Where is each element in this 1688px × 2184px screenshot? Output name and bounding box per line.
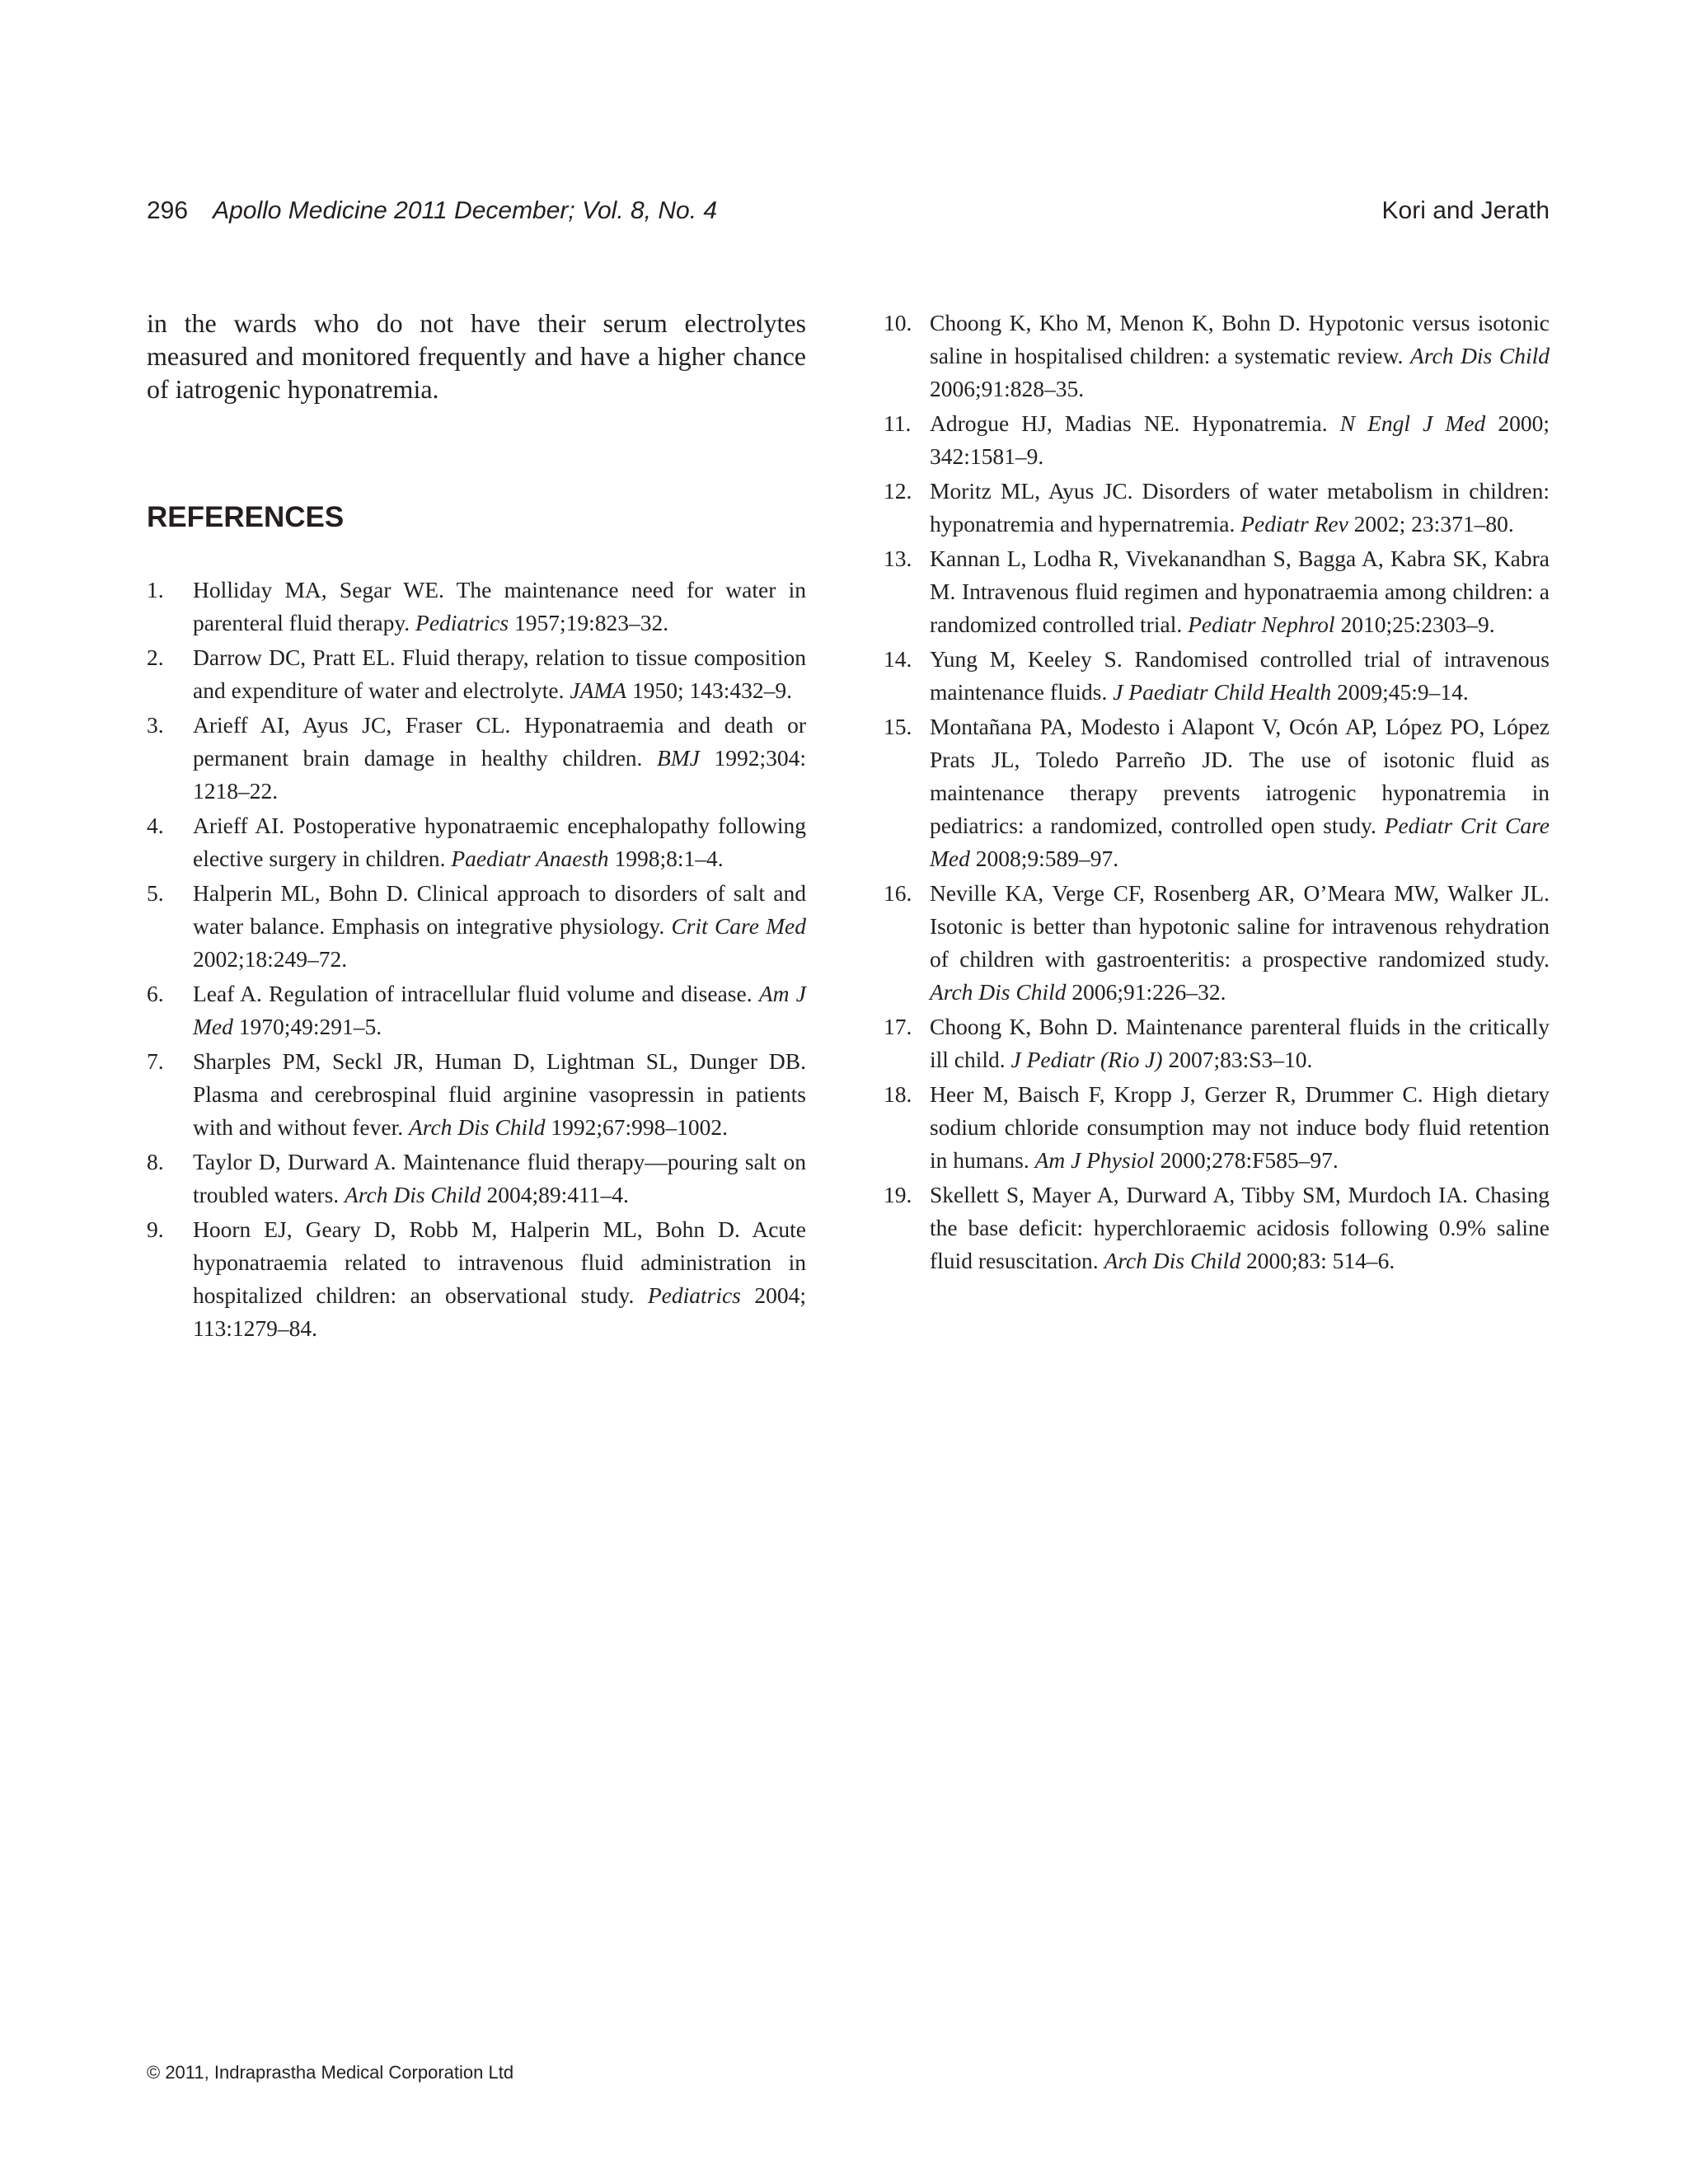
- reference-journal: Pediatr Rev: [1240, 511, 1348, 537]
- reference-details: 2006;91:226–32.: [1066, 979, 1226, 1005]
- journal-citation: Apollo Medicine 2011 December; Vol. 8, No. 4: [213, 197, 718, 224]
- reference-item: [147, 574, 806, 640]
- reference-text: Hoorn EJ, Geary D, Robb M, Halperin ML, Bohn D. Acute hyponatraemia related to intravenous fluid administration in hospitalized children: an observational study.: [193, 1216, 806, 1308]
- reference-number: 4.: [147, 813, 164, 838]
- reference-number: 17.: [884, 1014, 912, 1039]
- reference-details: 2006;91:828–35.: [930, 376, 1085, 401]
- reference-text: Leaf A. Regulation of intracellular fluid volume and disease.: [193, 981, 759, 1006]
- reference-journal: Arch Dis Child: [930, 979, 1067, 1005]
- reference-number: 9.: [147, 1216, 164, 1242]
- reference-journal: Arch Dis Child: [1410, 343, 1550, 368]
- header-authors: Kori and Jerath: [1381, 197, 1550, 224]
- reference-item: [147, 641, 806, 707]
- reference-journal: Pediatr Nephrol: [1188, 612, 1335, 637]
- reference-item: [884, 407, 1550, 473]
- reference-details: 2002; 23:371–80.: [1348, 511, 1514, 537]
- reference-number: 5.: [147, 880, 164, 906]
- reference-item: [884, 877, 1550, 1009]
- reference-number: 2.: [147, 644, 164, 670]
- reference-text: Adrogue HJ, Madias NE. Hyponatremia.: [930, 410, 1340, 436]
- reference-details: 2010;25:2303–9.: [1334, 612, 1495, 637]
- intro-paragraph: in the wards who do not have their serum electrolytes measured and monitored frequently and have a higher chance of iatrogenic hyponatremia.: [147, 308, 806, 404]
- reference-number: 8.: [147, 1149, 164, 1174]
- reference-text: Arieff AI, Ayus JC, Fraser CL. Hyponatraemia and death or permanent brain damage in healthy children.: [193, 712, 806, 771]
- reference-details: 1992;67:998–1002.: [545, 1114, 729, 1140]
- reference-journal: N Engl J Med: [1339, 410, 1486, 436]
- reference-item: [884, 1078, 1550, 1177]
- left-column: [147, 307, 806, 1341]
- reference-text: Neville KA, Verge CF, Rosenberg AR, O’Meara MW, Walker JL. Isotonic is better than hypotonic saline for intravenous rehydration of children with gastroenteritis: a prospective randomized study.: [930, 880, 1550, 972]
- reference-details: 1950; 143:432–9.: [626, 677, 792, 703]
- reference-details: 1998;8:1–4.: [608, 846, 724, 871]
- reference-text: Halperin ML, Bohn D. Clinical approach to disorders of salt and water balance. Emphasis on integrative physiology.: [193, 880, 806, 939]
- reference-text: Arieff AI. Postoperative hyponatraemic encephalopathy following elective surgery in children.: [193, 813, 806, 871]
- reference-number: 15.: [884, 714, 912, 739]
- reference-journal: J Pediatr (Rio J): [1010, 1047, 1163, 1072]
- reference-text: Skellett S, Mayer A, Durward A, Tibby SM, Murdoch IA. Chasing the base deficit: hyperchloraemic acidosis following 0.9% saline fluid resuscitation.: [930, 1182, 1550, 1273]
- reference-number: 6.: [147, 981, 164, 1006]
- right-column: [884, 307, 1550, 1279]
- reference-details: 2000; 342:1581–9.: [930, 410, 1550, 469]
- reference-journal: J Paediatr Child Health: [1113, 679, 1332, 705]
- reference-details: 2002;18:249–72.: [193, 946, 348, 972]
- reference-item: [147, 877, 806, 976]
- reference-text: Montañana PA, Modesto i Alapont V, Ocón AP, López PO, López Prats JL, Toledo Parreño JD. The use of isotonic fluid as maintenance therapy prevents iatrogenic hyponatremia in pediatrics: a randomized, controlled open study.: [930, 714, 1550, 838]
- reference-number: 18.: [884, 1081, 912, 1107]
- reference-details: 2000;278:F585–97.: [1154, 1147, 1339, 1173]
- reference-number: 12.: [884, 478, 912, 504]
- reference-number: 7.: [147, 1048, 164, 1074]
- reference-number: 16.: [884, 880, 912, 906]
- reference-item: [884, 1010, 1550, 1076]
- reference-list-right: [884, 307, 1550, 1277]
- reference-details: 2004; 113:1279–84.: [193, 1282, 806, 1341]
- reference-details: 1957;19:823–32.: [509, 610, 669, 635]
- reference-journal: JAMA: [570, 677, 627, 703]
- reference-journal: BMJ: [656, 745, 700, 771]
- reference-journal: Pediatrics: [647, 1282, 741, 1308]
- reference-item: [147, 709, 806, 808]
- reference-text: Moritz ML, Ayus JC. Disorders of water metabolism in children: hyponatremia and hypernatremia.: [930, 478, 1550, 537]
- reference-number: 3.: [147, 712, 164, 738]
- reference-journal: Pediatr Crit Care Med: [930, 813, 1550, 871]
- reference-journal: Pediatrics: [415, 610, 509, 635]
- reference-text: Choong K, Bohn D. Maintenance parenteral fluids in the critically ill child.: [930, 1014, 1550, 1072]
- reference-text: Yung M, Keeley S. Randomised controlled trial of intravenous maintenance fluids.: [930, 646, 1550, 705]
- reference-item: [147, 1045, 806, 1144]
- reference-item: [147, 1213, 806, 1345]
- reference-text: Kannan L, Lodha R, Vivekanandhan S, Bagga A, Kabra SK, Kabra M. Intravenous fluid regimen and hyponatraemia among children: a randomized controlled trial.: [930, 546, 1550, 637]
- reference-details: 2007;83:S3–10.: [1162, 1047, 1313, 1072]
- reference-journal: Crit Care Med: [671, 913, 806, 939]
- header-left: [147, 191, 717, 231]
- reference-details: 1992;304: 1218–22.: [193, 745, 806, 804]
- reference-item: [884, 1179, 1550, 1277]
- reference-item: [147, 977, 806, 1043]
- reference-item: [884, 643, 1550, 709]
- reference-list-left: [147, 574, 806, 1347]
- reference-journal: Paediatr Anaesth: [451, 846, 609, 871]
- reference-number: 14.: [884, 646, 912, 672]
- reference-item: [884, 542, 1550, 641]
- reference-item: [884, 710, 1550, 875]
- reference-item: [884, 307, 1550, 405]
- reference-details: 2009;45:9–14.: [1331, 679, 1469, 705]
- reference-number: 10.: [884, 310, 912, 335]
- reference-details: 1970;49:291–5.: [232, 1014, 382, 1039]
- reference-journal: Am J Med: [193, 981, 806, 1039]
- copyright-footer: © 2011, Indraprastha Medical Corporation Ltd: [147, 2062, 514, 2083]
- references-heading: REFERENCES: [147, 501, 345, 533]
- reference-text: Darrow DC, Pratt EL. Fluid therapy, relation to tissue composition and expenditure of water and electrolyte.: [193, 644, 806, 703]
- reference-text: Choong K, Kho M, Menon K, Bohn D. Hypotonic versus isotonic saline in hospitalised children: a systematic review.: [930, 310, 1550, 368]
- reference-text: Taylor D, Durward A. Maintenance fluid therapy—pouring salt on troubled waters.: [193, 1149, 806, 1207]
- reference-text: Holliday MA, Segar WE. The maintenance need for water in parenteral fluid therapy.: [193, 577, 806, 635]
- reference-number: 11.: [884, 410, 912, 436]
- page-number: 296: [147, 197, 189, 224]
- reference-journal: Arch Dis Child: [1104, 1248, 1241, 1273]
- reference-details: 2000;83: 514–6.: [1240, 1248, 1395, 1273]
- reference-number: 1.: [147, 577, 164, 602]
- reference-journal: Arch Dis Child: [408, 1114, 546, 1140]
- reference-details: 2008;9:589–97.: [969, 846, 1119, 871]
- reference-number: 19.: [884, 1182, 912, 1207]
- reference-item: [884, 475, 1550, 541]
- running-header: [147, 191, 1550, 231]
- reference-item: [147, 809, 806, 875]
- reference-text: Sharples PM, Seckl JR, Human D, Lightman SL, Dunger DB. Plasma and cerebrospinal fluid arginine vasopressin in patients with and without fever.: [193, 1048, 806, 1140]
- reference-journal: Arch Dis Child: [345, 1182, 481, 1207]
- reference-journal: Am J Physiol: [1034, 1147, 1155, 1173]
- reference-number: 13.: [884, 546, 912, 571]
- reference-item: [147, 1146, 806, 1212]
- reference-details: 2004;89:411–4.: [481, 1182, 629, 1207]
- reference-text: Heer M, Baisch F, Kropp J, Gerzer R, Drummer C. High dietary sodium chloride consumption may not induce body fluid retention in humans.: [930, 1081, 1550, 1173]
